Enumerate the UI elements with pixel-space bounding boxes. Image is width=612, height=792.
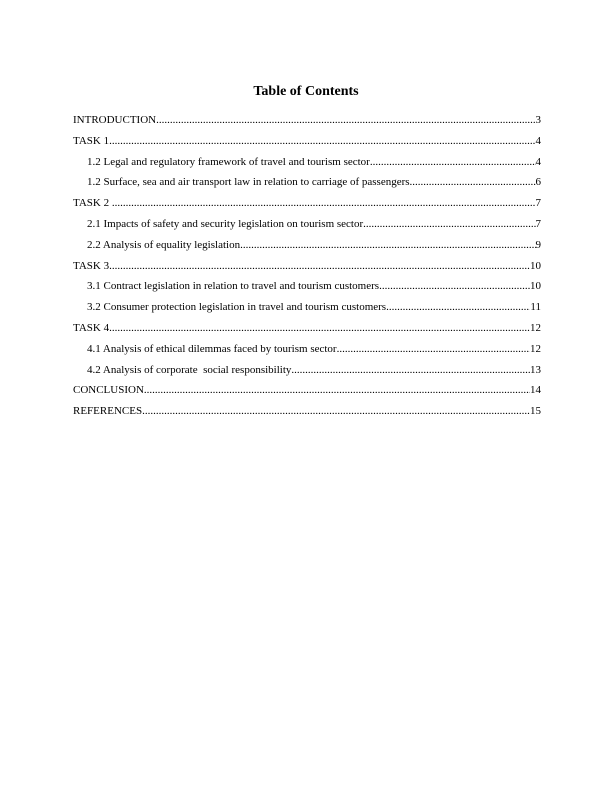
toc-entry-text: TASK 2 bbox=[73, 197, 112, 210]
toc-dot-leader bbox=[142, 404, 530, 418]
toc-dot-leader bbox=[410, 175, 536, 189]
toc-entry[interactable] bbox=[73, 238, 541, 259]
toc-entry-text: TASK 1 bbox=[73, 134, 110, 147]
toc-entry-text: REFERENCES bbox=[73, 405, 143, 418]
toc-entry[interactable] bbox=[73, 383, 541, 404]
toc-entry-text: TASK 3 bbox=[73, 259, 110, 272]
toc-entry-text: TASK 4 bbox=[73, 321, 110, 334]
toc-entry[interactable] bbox=[73, 175, 541, 196]
toc-dot-leader bbox=[112, 196, 536, 210]
toc-page-number: 12 bbox=[530, 342, 541, 355]
toc-entry[interactable] bbox=[73, 404, 541, 425]
toc-entry[interactable] bbox=[73, 321, 541, 342]
toc-entry[interactable] bbox=[73, 155, 541, 176]
toc-entry[interactable] bbox=[73, 300, 541, 321]
toc-dot-leader bbox=[370, 155, 536, 169]
toc-entry-text: CONCLUSION bbox=[73, 384, 144, 397]
toc-dot-leader bbox=[109, 321, 530, 335]
toc-dot-leader bbox=[386, 300, 530, 314]
toc-page-number: 10 bbox=[530, 259, 541, 272]
toc-dot-leader bbox=[291, 363, 530, 377]
toc-dot-leader bbox=[144, 383, 530, 397]
toc-entry-text: INTRODUCTION bbox=[73, 114, 157, 126]
toc-dot-leader bbox=[379, 279, 530, 293]
toc-title: Table of Contents bbox=[253, 84, 359, 99]
toc-entry[interactable] bbox=[73, 342, 541, 363]
toc-page-number: 3 bbox=[535, 114, 541, 126]
toc-dot-leader bbox=[109, 259, 530, 273]
toc-page-number: 12 bbox=[530, 321, 541, 334]
toc-page-number: 7 bbox=[535, 197, 541, 210]
toc-entry-text: 1.2 Legal and regulatory framework of travel and tourism sector bbox=[87, 155, 370, 168]
toc-page-number: 13 bbox=[530, 363, 541, 376]
toc-entry-text: 3.1 Contract legislation in relation to travel and tourism customers bbox=[87, 280, 380, 293]
toc-page-number: 10 bbox=[530, 280, 541, 293]
toc-entry-text: 3.2 Consumer protection legislation in travel and tourism customers bbox=[87, 301, 387, 314]
toc-entry[interactable] bbox=[73, 363, 541, 384]
toc-page-number: 6 bbox=[535, 176, 541, 189]
toc-dot-leader bbox=[240, 238, 535, 252]
toc-page-number: 14 bbox=[530, 384, 541, 397]
toc-page-number: 4 bbox=[535, 155, 541, 168]
toc-page-number: 9 bbox=[535, 238, 541, 251]
toc-entry[interactable] bbox=[73, 279, 541, 300]
toc-entry[interactable] bbox=[73, 113, 541, 134]
toc-entry-text: 2.1 Impacts of safety and security legislation on tourism sector bbox=[87, 217, 364, 230]
toc-entry-text: 1.2 Surface, sea and air transport law in relation to carriage of passengers bbox=[87, 176, 410, 189]
toc-page-number: 7 bbox=[535, 217, 541, 230]
toc-page-number: 11 bbox=[530, 301, 541, 314]
toc-dot-leader bbox=[337, 342, 530, 356]
toc-entry-text: 4.2 Analysis of corporate social responsibility bbox=[87, 363, 292, 376]
toc-dot-leader bbox=[156, 113, 535, 127]
toc-entry-text: 4.1 Analysis of ethical dilemmas faced by tourism sector bbox=[87, 342, 337, 355]
toc-dot-leader bbox=[363, 217, 535, 231]
toc-dot-leader bbox=[109, 134, 535, 148]
toc-entry-text: 2.2 Analysis of equality legislation bbox=[87, 238, 241, 251]
toc-entry[interactable] bbox=[73, 217, 541, 238]
toc-entry[interactable] bbox=[73, 196, 541, 217]
toc-entry[interactable] bbox=[73, 259, 541, 280]
toc-page-number: 4 bbox=[535, 134, 541, 147]
toc-list bbox=[73, 113, 541, 425]
toc-page-number: 15 bbox=[530, 405, 541, 418]
toc-entry[interactable] bbox=[73, 134, 541, 155]
